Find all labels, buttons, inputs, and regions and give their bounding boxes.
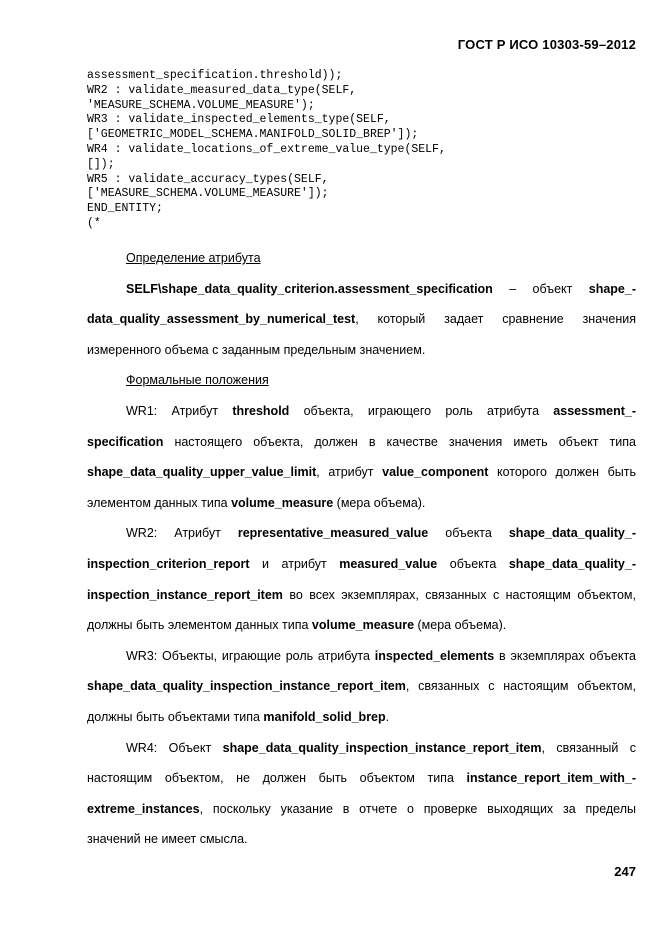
code-line: END_ENTITY;: [87, 202, 163, 216]
section-title-attribute-definition: Определение атрибута: [126, 251, 261, 265]
page-number: 247: [614, 864, 636, 879]
code-line: WR3 : validate_inspected_elements_type(SELF,: [87, 113, 391, 127]
wr1-paragraph: WR1: Атрибут threshold объекта, играющего роль атрибута assessment_-specification настоящего объекта, должен в качестве значения иметь объект типа shape_data_quality_upper_value_limit, атрибут value_component которого должен быть элементом данных типа volume_measure (мера объема).: [87, 403, 636, 510]
express-code-block: [87, 69, 627, 232]
wr2-paragraph: WR2: Атрибут representative_measured_value объекта shape_data_quality_-inspection_criterion_report и атрибут measured_value объекта shape_data_quality_-inspection_instance_report_item во всех экземплярах, связанных с настоящим объектом, должны быть элементом данных типа volume_measure (мера объема).: [87, 526, 636, 633]
attribute-definition-paragraph: SELF\shape_data_quality_criterion.assessment_specification – объект shape_-data_quality_assessment_by_numerical_test, который задает сравнение значения измеренного объема с заданным предельным значением.: [87, 281, 636, 357]
wr4-paragraph: WR4: Объект shape_data_quality_inspection_instance_report_item, связанный с настоящим объектом, не должен быть объектом типа instance_report_item_with_-extreme_instances, поскольку указание в отчете о проверке выходящих за пределы значений не имеет смысла.: [87, 740, 636, 847]
code-line: WR2 : validate_measured_data_type(SELF,: [87, 83, 357, 97]
code-line: ['MEASURE_SCHEMA.VOLUME_MEASURE']);: [87, 187, 329, 201]
code-line: WR5 : validate_accuracy_types(SELF,: [87, 172, 329, 186]
code-line: assessment_specification.threshold));: [87, 69, 343, 82]
document-header: ГОСТ Р ИСО 10303-59–2012: [457, 37, 636, 52]
wr3-paragraph: WR3: Объекты, играющие роль атрибута inspected_elements в экземплярах объекта shape_data_quality_inspection_instance_report_item, связанных с настоящим объектом, должны быть объектами типа manifold_solid_brep.: [87, 648, 636, 724]
document-body: [87, 243, 636, 855]
code-line: []);: [87, 157, 115, 171]
section-title-formal-propositions: Формальные положения: [126, 373, 269, 388]
code-line: (*: [87, 216, 101, 230]
code-line: 'MEASURE_SCHEMA.VOLUME_MEASURE');: [87, 98, 315, 112]
code-line: ['GEOMETRIC_MODEL_SCHEMA.MANIFOLD_SOLID_BREP']);: [87, 128, 419, 142]
code-line: WR4 : validate_locations_of_extreme_value_type(SELF,: [87, 142, 446, 156]
